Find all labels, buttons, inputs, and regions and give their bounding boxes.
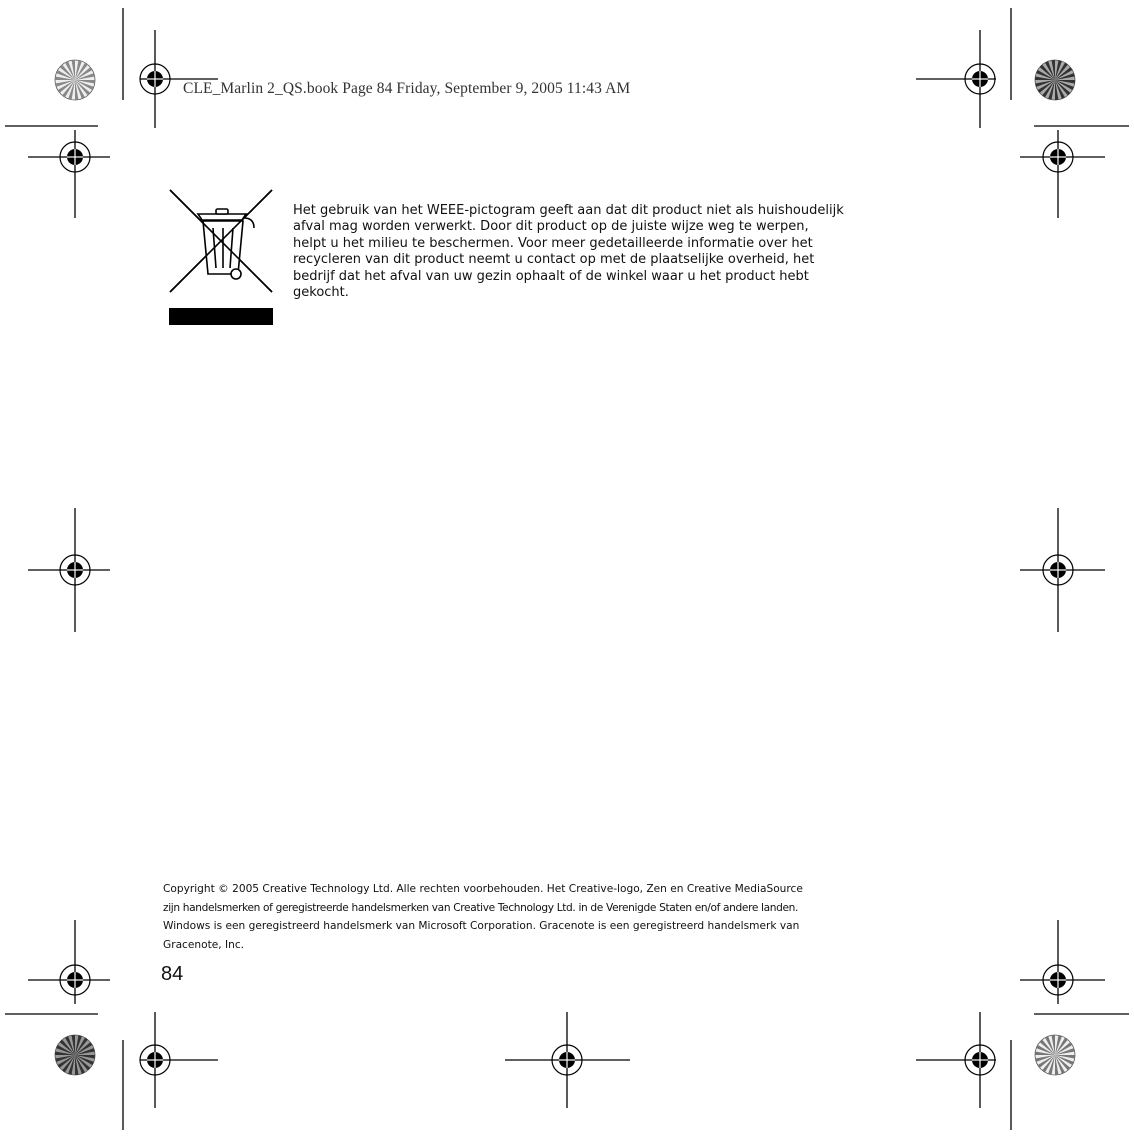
copyright-line: zijn handelsmerken of geregistreerde handelsmerken van Creative Technology Ltd. in de Verenigde Staten en/of andere landen.: [163, 901, 799, 914]
weee-line: gekocht.: [293, 285, 349, 301]
copyright-line: Copyright © 2005 Creative Technology Ltd. Alle rechten voorbehouden. Het Creative-logo, Zen en Creative MediaSource: [163, 883, 803, 895]
registration-mark-icon: [1020, 130, 1105, 218]
registration-mark-icon: [28, 508, 110, 632]
registration-mark-icon: [505, 1012, 630, 1108]
registration-mark-icon: [916, 1012, 996, 1108]
page-number: 84: [161, 963, 184, 985]
registration-mark-icon: [140, 30, 218, 128]
weee-notice: [293, 203, 923, 301]
registration-mark-icon: [1020, 920, 1105, 1004]
crossed-out-wheelie-bin-icon: [168, 188, 274, 326]
copyright-line: Gracenote, Inc.: [163, 938, 245, 951]
copyright-line: Windows is een geregistreerd handelsmerk van Microsoft Corporation. Gracenote is een geregistreerd handelsmerk van: [163, 920, 800, 932]
color-wheel-icon: [55, 1035, 95, 1075]
weee-line: bedrijf dat het afval van uw gezin ophaalt of de winkel waar u het product hebt: [293, 268, 809, 284]
registration-mark-icon: [28, 920, 110, 1004]
registration-mark-icon: [140, 1012, 218, 1108]
print-slug-header: CLE_Marlin 2_QS.book Page 84 Friday, September 9, 2005 11:43 AM: [183, 80, 631, 97]
registration-mark-icon: [916, 30, 996, 128]
color-wheel-icon: [1035, 60, 1075, 100]
weee-line: afval mag worden verwerkt. Door dit product op de juiste wijze weg te werpen,: [293, 219, 809, 235]
weee-line: recycleren van dit product neemt u contact op met de plaatselijke overheid, het: [293, 252, 815, 268]
copyright-notice: [163, 880, 943, 954]
weee-line: Het gebruik van het WEEE-pictogram geeft aan dat dit product niet als huishoudelijk: [293, 203, 844, 218]
color-wheel-icon: [1035, 1035, 1075, 1075]
color-wheel-icon: [55, 60, 95, 100]
registration-mark-icon: [28, 130, 110, 218]
weee-line: helpt u het milieu te beschermen. Voor meer gedetailleerde informatie over het: [293, 235, 813, 251]
crop-mark-bottom-right: [1011, 1014, 1129, 1130]
registration-mark-icon: [1020, 508, 1105, 632]
